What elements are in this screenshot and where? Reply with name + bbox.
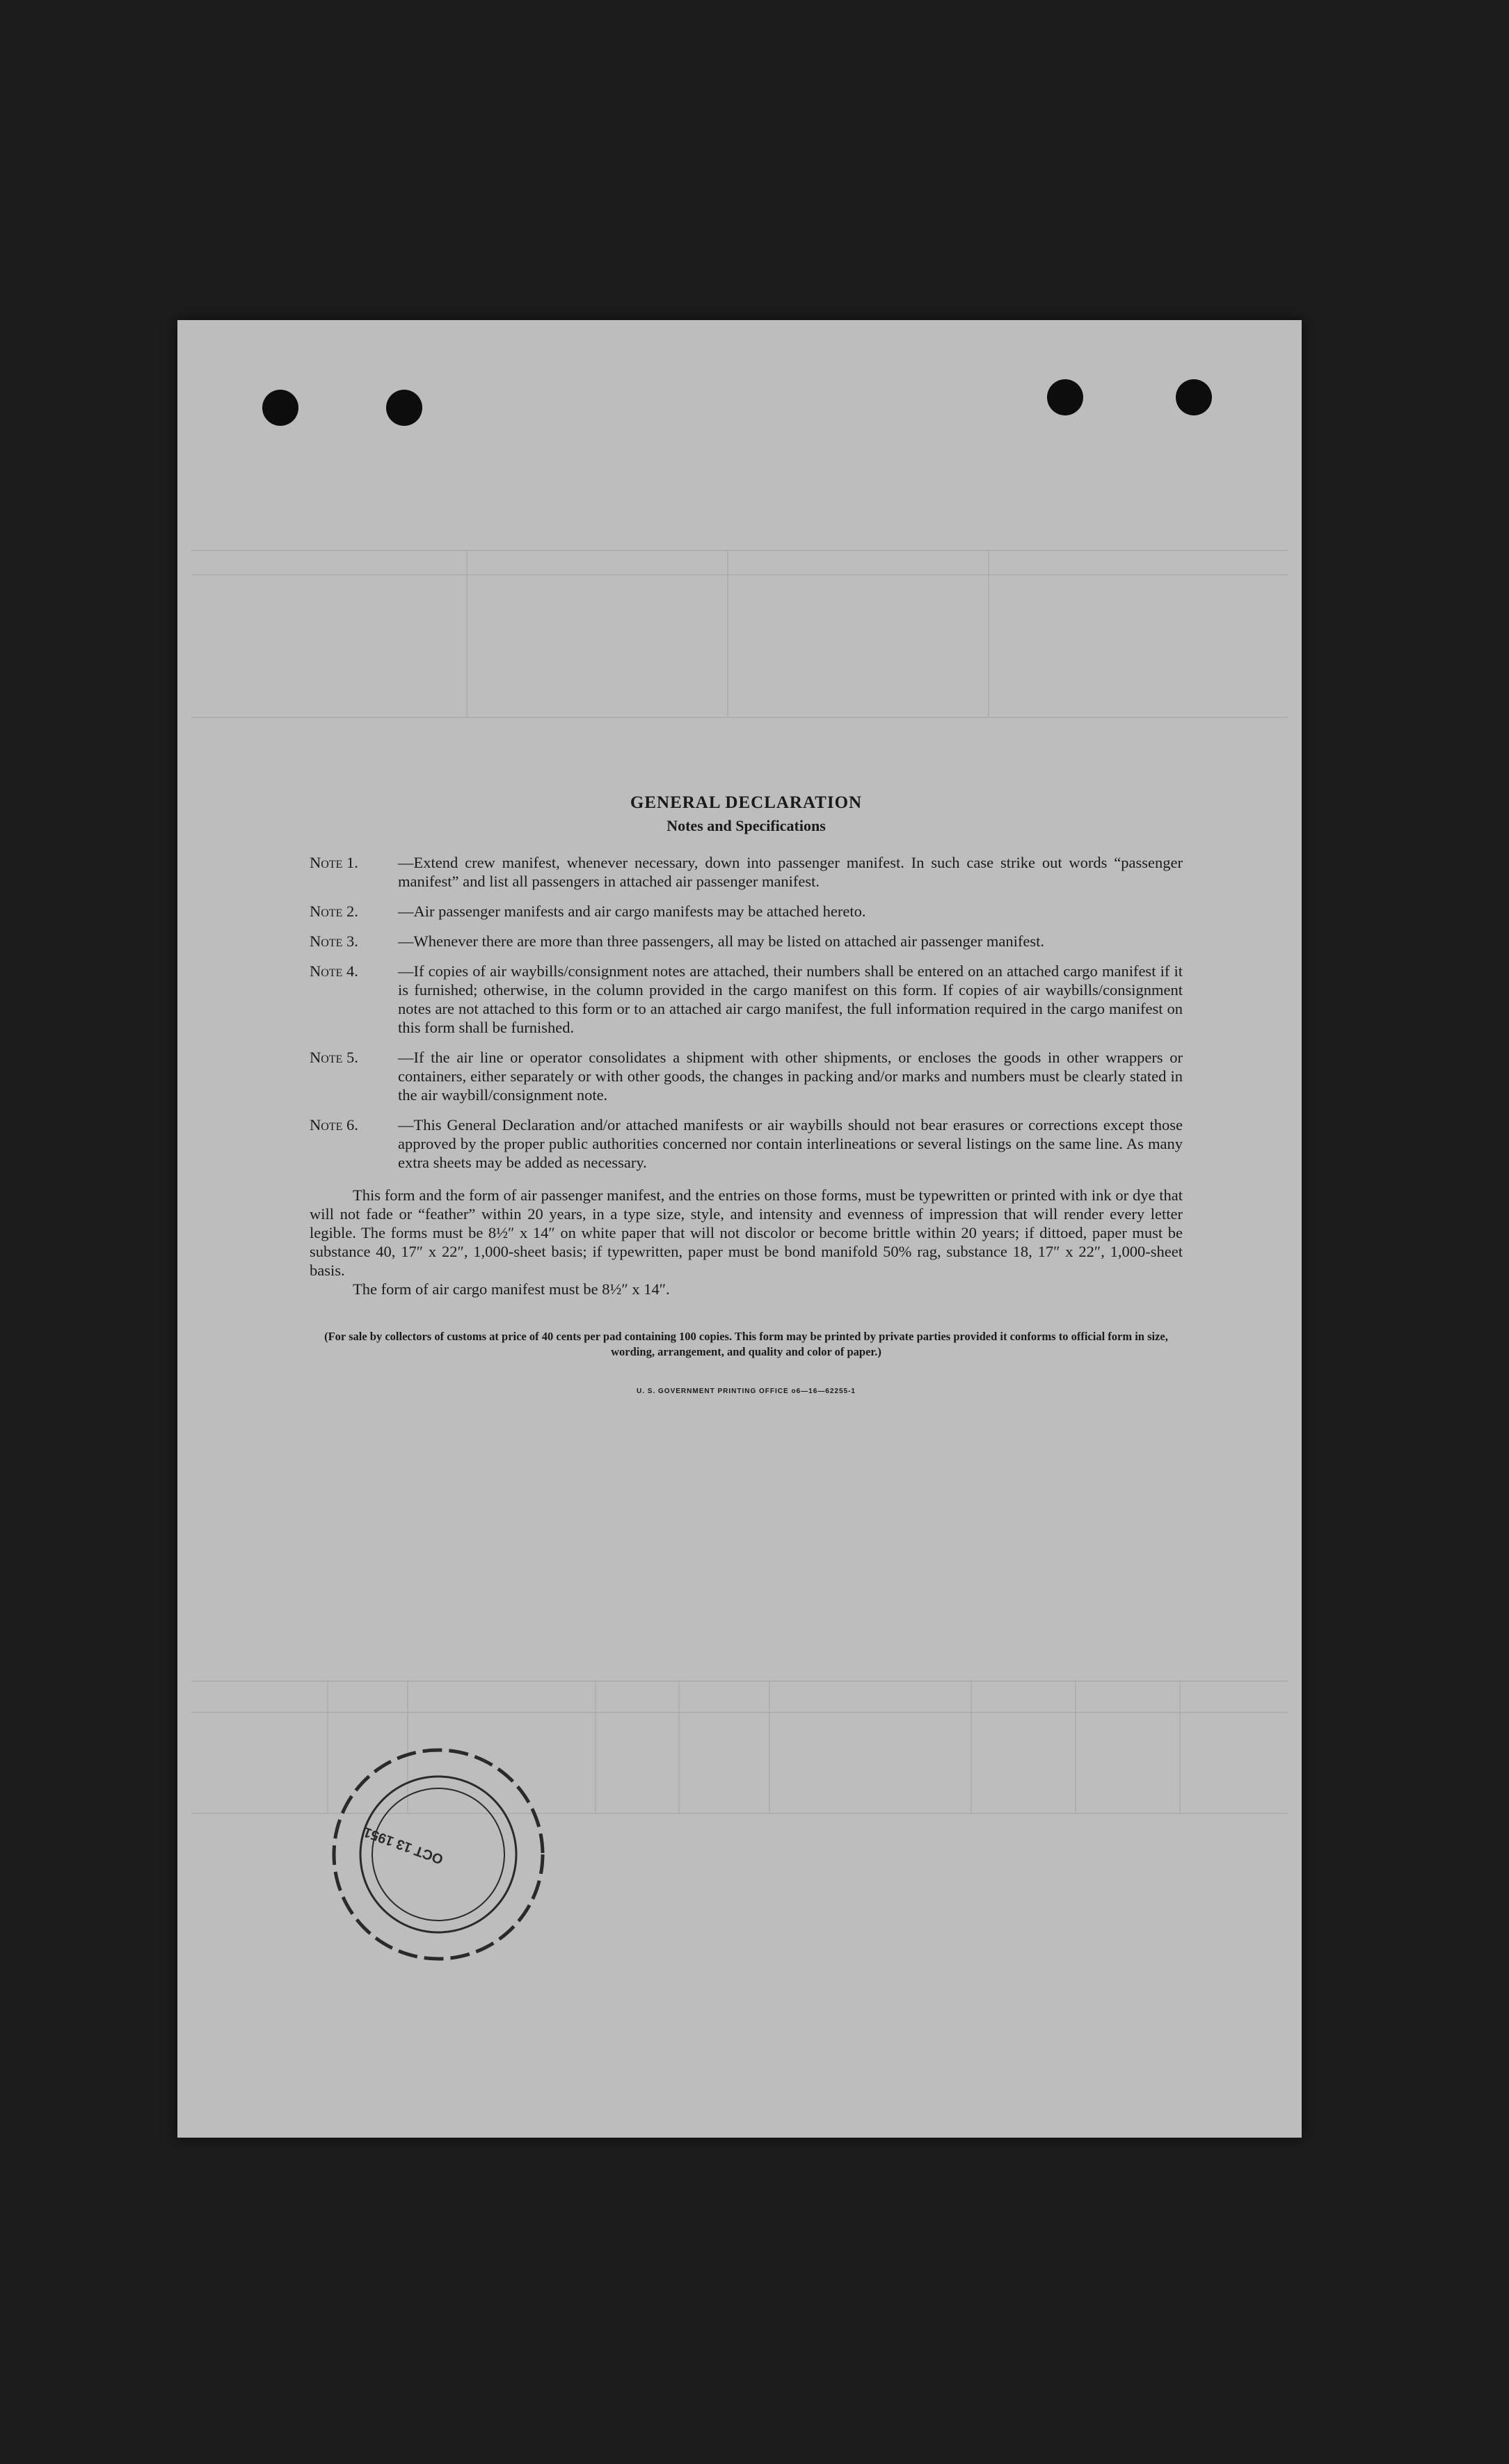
punch-hole-icon bbox=[386, 390, 422, 426]
note-item bbox=[310, 932, 1183, 951]
bleed-through-line bbox=[1179, 1680, 1181, 1813]
punch-hole-icon bbox=[1176, 379, 1212, 415]
note-text: —Extend crew manifest, whenever necessary, down into passenger manifest. In such case strike out words “passenger manifest” and list all passengers in attached air passenger manifest. bbox=[398, 854, 1183, 890]
stamp-date: OCT 13 1951 bbox=[361, 1824, 446, 1867]
note-item bbox=[310, 962, 1183, 1037]
note-item bbox=[310, 902, 1183, 921]
note-text: —Air passenger manifests and air cargo manifests may be attached hereto. bbox=[398, 903, 866, 920]
note-text: —If the air line or operator consolidates a shipment with other shipments, or encloses the goods in other wrappers or containers, either separately or with other goods, the changes in packing and/or marks and numbers must be clearly stated in the air waybill/consignment note. bbox=[398, 1049, 1183, 1104]
page-title: GENERAL DECLARATION bbox=[630, 793, 863, 812]
note-label: Note 5. bbox=[310, 1049, 358, 1066]
bleed-through-line bbox=[191, 717, 1288, 718]
note-label: Note 1. bbox=[310, 854, 358, 871]
page-subtitle: Notes and Specifications bbox=[666, 817, 826, 834]
immigration-stamp-icon bbox=[324, 1740, 553, 1969]
bleed-through-line bbox=[191, 1712, 1288, 1713]
bleed-through-line bbox=[678, 1680, 680, 1813]
note-text: —This General Declaration and/or attached manifests or air waybills should not bear erasures or corrections except those approved by the proper public authorities concerned nor contain interlineations or several listings on the same line. As many extra sheets may be added as necessary. bbox=[398, 1116, 1183, 1171]
bleed-through-line bbox=[1075, 1680, 1076, 1813]
bleed-through-line bbox=[769, 1680, 770, 1813]
punch-hole-icon bbox=[262, 390, 298, 426]
sale-notice: (For sale by collectors of customs at price of 40 cents per pad containing 100 copies. This form may be printed by private parties provided it conforms to official form in size, wording, arrangement, and quality and color of paper.) bbox=[324, 1330, 1168, 1358]
note-item bbox=[310, 1115, 1183, 1172]
bleed-through-line bbox=[595, 1680, 596, 1813]
bleed-through-line bbox=[466, 550, 468, 717]
bleed-through-line bbox=[971, 1680, 972, 1813]
bleed-through-line bbox=[191, 1680, 1288, 1682]
note-label: Note 4. bbox=[310, 962, 358, 980]
note-item bbox=[310, 1048, 1183, 1104]
note-label: Note 6. bbox=[310, 1116, 358, 1134]
declaration-notes bbox=[310, 793, 1183, 1395]
bleed-through-line bbox=[191, 550, 1288, 551]
note-label: Note 2. bbox=[310, 903, 358, 920]
bleed-through-line bbox=[191, 574, 1288, 575]
note-text: —Whenever there are more than three passengers, all may be listed on attached air passenger manifest. bbox=[398, 932, 1044, 950]
document-page bbox=[177, 320, 1302, 2138]
note-text: —If copies of air waybills/consignment notes are attached, their numbers shall be entered on an attached cargo manifest if it is furnished; otherwise, in the column provided in the cargo manifest on this form. If copies of air waybills/consignment notes are not attached to this form or to an attached air cargo manifest, the full information required in the cargo manifest on this form shall be furnished. bbox=[398, 962, 1183, 1036]
cargo-size-line: The form of air cargo manifest must be 8½″ x 14″. bbox=[353, 1280, 670, 1298]
bleed-through-line bbox=[988, 550, 989, 717]
note-label: Note 3. bbox=[310, 932, 358, 950]
bleed-through-line bbox=[727, 550, 728, 717]
form-specification-paragraph: This form and the form of air passenger manifest, and the entries on those forms, must be typewritten or printed with ink or dye that will not fade or “feather” within 20 years, in a type size, style, and intensity and evenness of impression that will render every letter legible. The forms must be 8½″ x 14″ on white paper that will not discolor or become brittle within 20 years; if dittoed, paper must be substance 40, 17″ x 22″, 1,000-sheet basis; if typewritten, paper must be bond manifold 50% rag, substance 18, 17″ x 22″, 1,000-sheet basis. bbox=[310, 1186, 1183, 1279]
note-item bbox=[310, 853, 1183, 891]
printing-office-line: U. S. GOVERNMENT PRINTING OFFICE o6—16—62255-1 bbox=[637, 1388, 856, 1395]
punch-hole-icon bbox=[1047, 379, 1083, 415]
